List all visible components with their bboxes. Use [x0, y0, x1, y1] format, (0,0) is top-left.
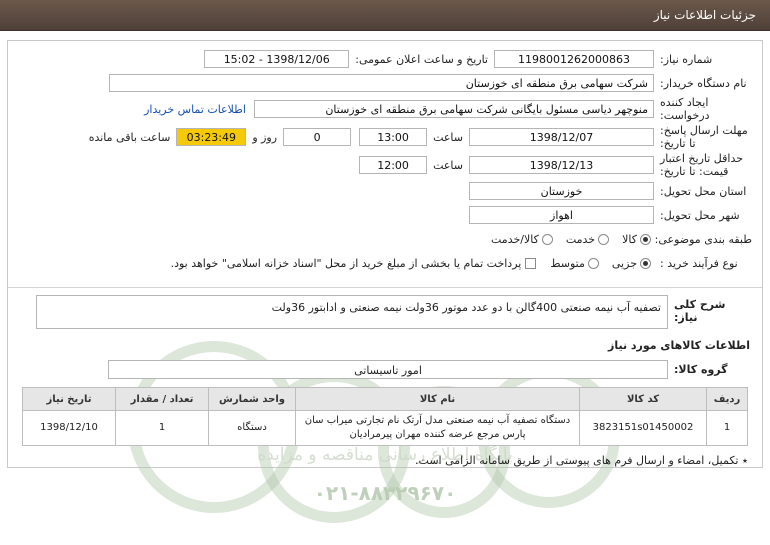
response-time-label: ساعت [433, 130, 463, 144]
response-deadline-label-line2: تا تاریخ: [660, 137, 696, 150]
goods-group-value: امور تاسیساتی [108, 360, 668, 379]
footnote [8, 446, 762, 467]
category-option-goods-label: کالا [622, 232, 637, 246]
goods-group-label: گروه کالا: [674, 363, 728, 376]
footnote-bullet-icon: ٭ [738, 454, 748, 467]
form-row-city [18, 205, 752, 225]
province-value: خوزستان [469, 182, 654, 200]
response-deadline-label-line1: مهلت ارسال پاسخ: [660, 124, 748, 137]
islamic-treasury-label: پرداخت تمام یا بخشی از مبلغ خرید از محل "اسناد خزانه اسلامی" خواهد بود. [170, 256, 522, 270]
page-title: جزئیات اطلاعات نیاز [653, 8, 756, 22]
th-row: ردیف [707, 388, 748, 411]
remaining-time-label: ساعت باقی مانده [88, 130, 171, 144]
table-header-row [23, 388, 748, 411]
process-option-medium[interactable] [550, 257, 602, 270]
islamic-treasury-checkbox-group[interactable] [171, 257, 541, 270]
radio-icon[interactable] [588, 258, 599, 269]
cell-qty: 1 [116, 411, 209, 446]
radio-icon[interactable] [640, 258, 651, 269]
th-unit: واحد شمارش [209, 388, 296, 411]
response-deadline-label [654, 124, 752, 150]
category-option-goods[interactable] [622, 233, 654, 246]
th-code: کد کالا [580, 388, 707, 411]
price-validity-date-value: 1398/12/13 [469, 156, 654, 174]
th-date: تاریخ نیاز [23, 388, 116, 411]
th-name: نام کالا [296, 388, 580, 411]
creator-value: منوچهر دیاسی مسئول بایگانی شرکت سهامی برق منطقه ای خوزستان [254, 100, 654, 118]
announce-date-value: 1398/12/06 - 15:02 [204, 50, 349, 68]
watermark-text-primary: پایگاه اطلاع رسانی مناقصه و مزایده [257, 445, 513, 465]
items-table-wrap [8, 387, 762, 446]
price-validity-time-label: ساعت [433, 158, 463, 172]
process-option-minor[interactable] [612, 257, 654, 270]
price-validity-time-value: 12:00 [359, 156, 427, 174]
cell-name: دستگاه تصفیه آب نیمه صنعتی مدل آرتک نام تجارتی میراب سان پارس مرجع عرضه کننده مهران پیرمرادیان [296, 411, 580, 446]
goods-section-title: اطلاعات کالاهای مورد نیاز [608, 339, 750, 352]
radio-icon[interactable] [640, 234, 651, 245]
process-option-minor-label: جزیی [611, 256, 637, 270]
watermark-text-phone: ۰۲۱-۸۸۳۲۹۶۷۰ [313, 481, 457, 505]
cell-unit: دستگاه [209, 411, 296, 446]
description-row [8, 295, 762, 329]
category-option-goods-service[interactable] [491, 233, 556, 246]
divider [8, 287, 762, 288]
category-option-goods-service-label: کالا/خدمت [491, 232, 539, 246]
province-label: استان محل تحویل: [660, 184, 747, 198]
category-option-service[interactable] [566, 233, 612, 246]
form-row-province [18, 181, 752, 201]
description-label: شرح کلی نیاز: [674, 298, 726, 324]
creator-label-line2: درخواست: [660, 109, 710, 122]
description-value: تصفیه آب نیمه صنعتی 400گالن با دو عدد موتور 36ولت نیمه صنعتی و ادابتور 36ولت [36, 295, 668, 329]
th-qty: تعداد / مقدار [116, 388, 209, 411]
price-validity-label-line1: حداقل تاریخ اعتبار [660, 152, 744, 165]
need-number-value: 1198001262000863 [494, 50, 654, 68]
cell-code: 3823151s01450002 [580, 411, 707, 446]
form-row-category [18, 229, 752, 249]
buyer-label: نام دستگاه خریدار: [660, 76, 747, 90]
form-row-creator [18, 97, 752, 121]
buyer-value: شرکت سهامی برق منطقه ای خوزستان [109, 74, 654, 92]
countdown-timer: 03:23:49 [176, 128, 246, 146]
price-validity-label-line2: قیمت: تا تاریخ: [660, 165, 729, 178]
form-row-response-deadline [18, 125, 752, 149]
city-label: شهر محل تحویل: [660, 208, 740, 222]
radio-icon[interactable] [598, 234, 609, 245]
response-date-value: 1398/12/07 [469, 128, 654, 146]
announce-date-label: تاریخ و ساعت اعلان عمومی: [355, 52, 488, 66]
need-number-label: شماره نیاز: [660, 52, 713, 66]
city-value: اهواز [469, 206, 654, 224]
creator-label-line1: ایجاد کننده [660, 96, 709, 109]
form-row-buyer [18, 73, 752, 93]
price-validity-label [654, 152, 752, 178]
remaining-days-value: 0 [283, 128, 351, 146]
response-time-value: 13:00 [359, 128, 427, 146]
items-table [22, 387, 748, 446]
cell-row: 1 [707, 411, 748, 446]
table-row [23, 411, 748, 446]
creator-label [654, 96, 752, 122]
form-row-process [18, 253, 752, 273]
form-row-need-number [18, 49, 752, 69]
buyer-contact-link[interactable]: اطلاعات تماس خریدار [144, 102, 246, 116]
need-form [8, 41, 762, 281]
process-option-medium-label: متوسط [550, 256, 585, 270]
goods-group-row [8, 356, 762, 387]
form-row-price-validity [18, 153, 752, 177]
page-header [0, 0, 770, 31]
details-card [7, 40, 763, 505]
process-label: نوع فرآیند خرید : [660, 256, 738, 270]
category-option-service-label: خدمت [565, 232, 596, 246]
category-label: طبقه بندی موضوعی: [654, 232, 752, 246]
remaining-days-label: روز و [252, 130, 278, 144]
footnote-text: تکمیل، امضاء و ارسال فرم های پیوستی از طریق سامانه الزامی است. [415, 454, 739, 467]
checkbox-icon[interactable] [525, 258, 536, 269]
radio-icon[interactable] [542, 234, 553, 245]
cell-date: 1398/12/10 [23, 411, 116, 446]
